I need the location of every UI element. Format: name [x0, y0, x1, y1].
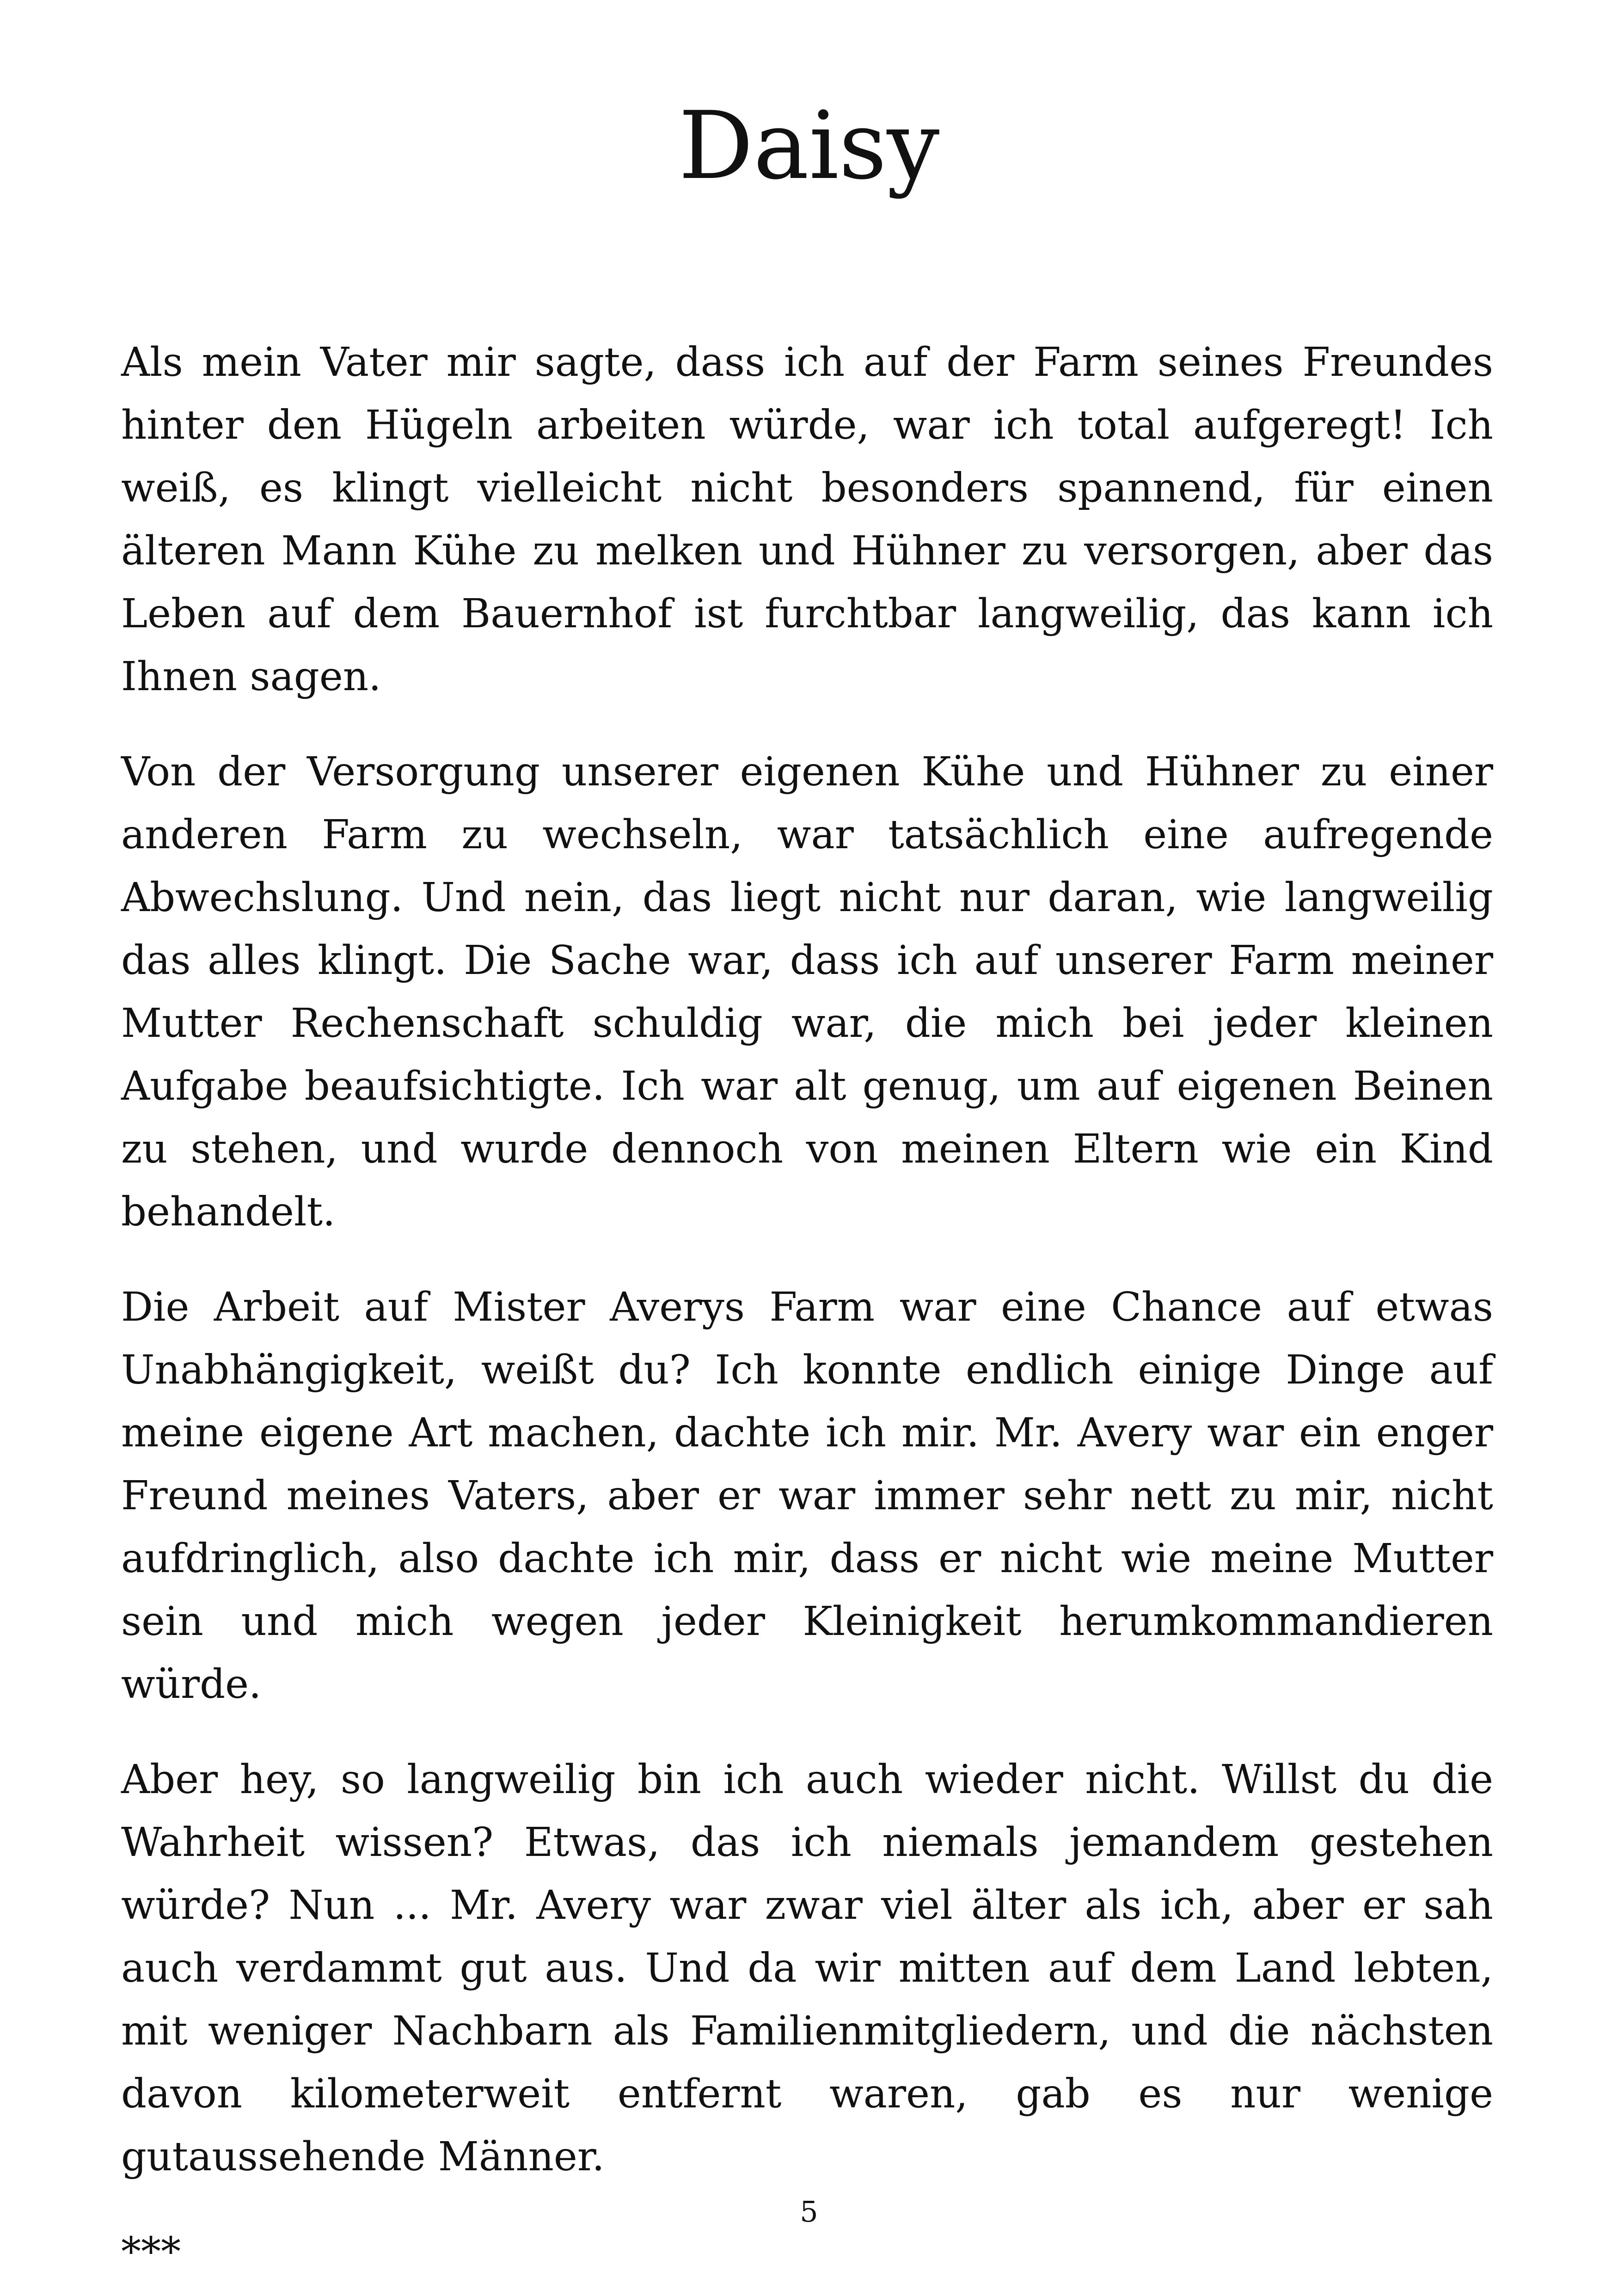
chapter-body — [121, 331, 1493, 2284]
paragraph-3: Die Arbeit auf Mister Averys Farm war eine Chance auf etwas Unabhängigkeit, weißt du? Ich konnte endlich einige Dinge auf meine eigene Art machen, dachte ich mir. Mr. Avery war ein enger Freund meines Vaters, aber er war immer sehr nett zu mir, nicht aufdringlich, also dachte ich mir, dass er nicht wie meine Mutter sein und mich wegen jeder Kleinigkeit herumkommandieren würde. — [121, 1284, 1493, 1708]
page-number: 5 — [800, 2195, 818, 2229]
paragraph-4: Aber hey, so langweilig bin ich auch wieder nicht. Willst du die Wahrheit wissen? Etwas, das ich niemals jemandem gestehen würde? Nun ... Mr. Avery war zwar viel älter als ich, aber er sah auch verdammt gut aus. Und da wir mitten auf dem Land lebten, mit weniger Nachbarn als Familienmitgliedern, und die nächsten davon kilometerweit entfernt waren, gab es nur wenige gutaussehende Männer. — [121, 1757, 1493, 2180]
paragraph-1: Als mein Vater mir sagte, dass ich auf der Farm seines Freundes hinter den Hügeln arbeiten würde, war ich total aufgeregt! Ich weiß, es klingt vielleicht nicht besonders spannend, für einen älteren Mann Kühe zu melken und Hühner zu versorgen, aber das Leben auf dem Bauernhof ist furchtbar langweilig, das kann ich Ihnen sagen. — [121, 339, 1493, 700]
paragraph-2: Von der Versorgung unserer eigenen Kühe und Hühner zu einer anderen Farm zu wechseln, war tatsächlich eine aufregende Abwechslung. Und nein, das liegt nicht nur daran, wie langweilig das alles klingt. Die Sache war, dass ich auf unserer Farm meiner Mutter Rechenschaft schuldig war, die mich bei jeder kleinen Aufgabe beaufsichtigte. Ich war alt genug, um auf eigenen Beinen zu stehen, und wurde dennoch von meinen Eltern wie ein Kind behandelt. — [121, 749, 1493, 1235]
chapter-title: Daisy — [678, 91, 940, 200]
scene-separator: *** — [121, 2229, 181, 2275]
